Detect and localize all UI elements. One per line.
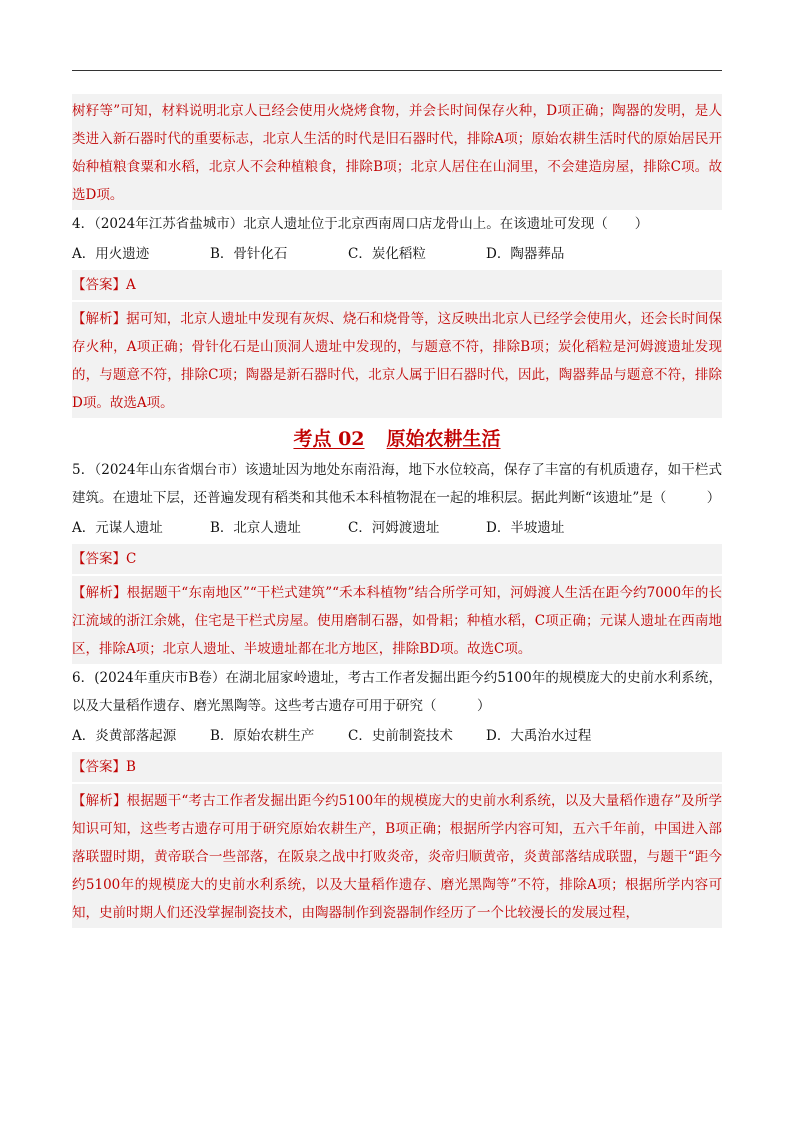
question-5-stem: 5．（2024年山东省烟台市）该遗址因为地处东南沿海，地下水位较高，保存了丰富的有机质遗存，如干栏式建筑。在遗址下层，还普遍发现有稻类和其他禾本科植物混在一起的堆积层。据此判断“该遗址”是（ ） [72, 462, 722, 506]
option-d: D．半坡遗址 [486, 520, 565, 536]
question-4-stem: 4．（2024年江苏省盐城市）北京人遗址位于北京西南周口店龙骨山上。在该遗址可发现（ ） [72, 216, 649, 232]
page-content [72, 94, 722, 928]
analysis-text: 【解析】据可知，北京人遗址中发现有灰烬、烧石和烧骨等，这反映出北京人已经学会使用火，还会长时间保存火种，A项正确；骨针化石是山顶洞人遗址中发现的，与题意不符，排除B项；炭化稻粒是河姆渡遗址发现的，与题意不符，排除C项；陶器是新石器时代，北京人属于旧石器时代，因此，陶器葬品与题意不符，排除D项。故选A项。 [72, 311, 722, 411]
analysis-text: 树籽等”可知，材料说明北京人已经会使用火烧烤食物，并会长时间保存火种，D项正确；陶器的发明，是人类进入新石器时代的重要标志，北京人生活的时代是旧石器时代，排除A项；原始农耕生活时代的原始居民开始种植粮食粟和水稻，北京人不会种植粮食，排除B项；北京人居住在山洞里，不会建造房屋，排除C项。故选D项。 [72, 103, 722, 203]
previous-analysis-continuation [72, 94, 722, 210]
option-a: A．用火遗迹 [72, 246, 150, 262]
question-5-analysis [72, 576, 722, 664]
option-a: A．元谋人遗址 [72, 520, 163, 536]
option-a: A．炎黄部落起源 [72, 728, 177, 744]
option-b: B．原始农耕生产 [210, 728, 315, 744]
analysis-text: 【解析】根据题干“考古工作者发掘出距今约5100年的规模庞大的史前水利系统，以及大量稻作遗存”及所学知识可知，这些考古遗存可用于研究原始农耕生产，B项正确；根据所学内容可知，五六千年前，中国进入部落联盟时期，黄帝联合一些部落，在阪泉之战中打败炎帝，炎帝归顺黄帝，炎黄部落结成联盟，与题干“距今约5100年的规模庞大的史前水利系统，以及大量稻作遗存、磨光黑陶等”不符，排除A项；根据所学内容可知，史前时期人们还没掌握制瓷技术，由陶器制作到瓷器制作经历了一个比较漫长的发展过程， [72, 793, 722, 921]
option-d: D．陶器葬品 [486, 246, 565, 262]
section-heading [72, 424, 722, 454]
option-b: B．北京人遗址 [210, 520, 301, 536]
option-d: D．大禹治水过程 [486, 728, 592, 744]
section-code: 考点 02 [293, 428, 365, 450]
option-c: C．史前制瓷技术 [348, 728, 453, 744]
option-c: C．炭化稻粒 [348, 246, 426, 262]
question-5-options [72, 514, 722, 542]
option-b: B．骨针化石 [210, 246, 288, 262]
section-title: 原始农耕生活 [386, 428, 501, 450]
header-rule [72, 70, 722, 71]
analysis-text: 【解析】根据题干“东南地区”“干栏式建筑”“禾本科植物”结合所学可知，河姆渡人生活在距今约7000年的长江流域的浙江余姚，住宅是干栏式房屋。使用磨制石器，如骨耜；种植水稻，C项正确；元谋人遗址在西南地区，排除A项；北京人遗址、半坡遗址都在北方地区，排除BD项。故选C项。 [72, 585, 722, 657]
question-6-options [72, 722, 722, 750]
question-6-analysis [72, 784, 722, 928]
question-6-stem: 6．(2024年重庆市B卷）在湖北屈家岭遗址，考古工作者发掘出距今约5100年的规模庞大的史前水利系统，以及大量稻作遗存、磨光黑陶等。这些考古遗存可用于研究（ ） [72, 670, 722, 714]
question-6-answer: 【答案】B [72, 752, 722, 782]
question-4-options [72, 240, 722, 268]
option-c: C．河姆渡遗址 [348, 520, 440, 536]
question-5-answer: 【答案】C [72, 544, 722, 574]
question-4-answer: 【答案】A [72, 270, 722, 300]
question-4-analysis [72, 302, 722, 418]
